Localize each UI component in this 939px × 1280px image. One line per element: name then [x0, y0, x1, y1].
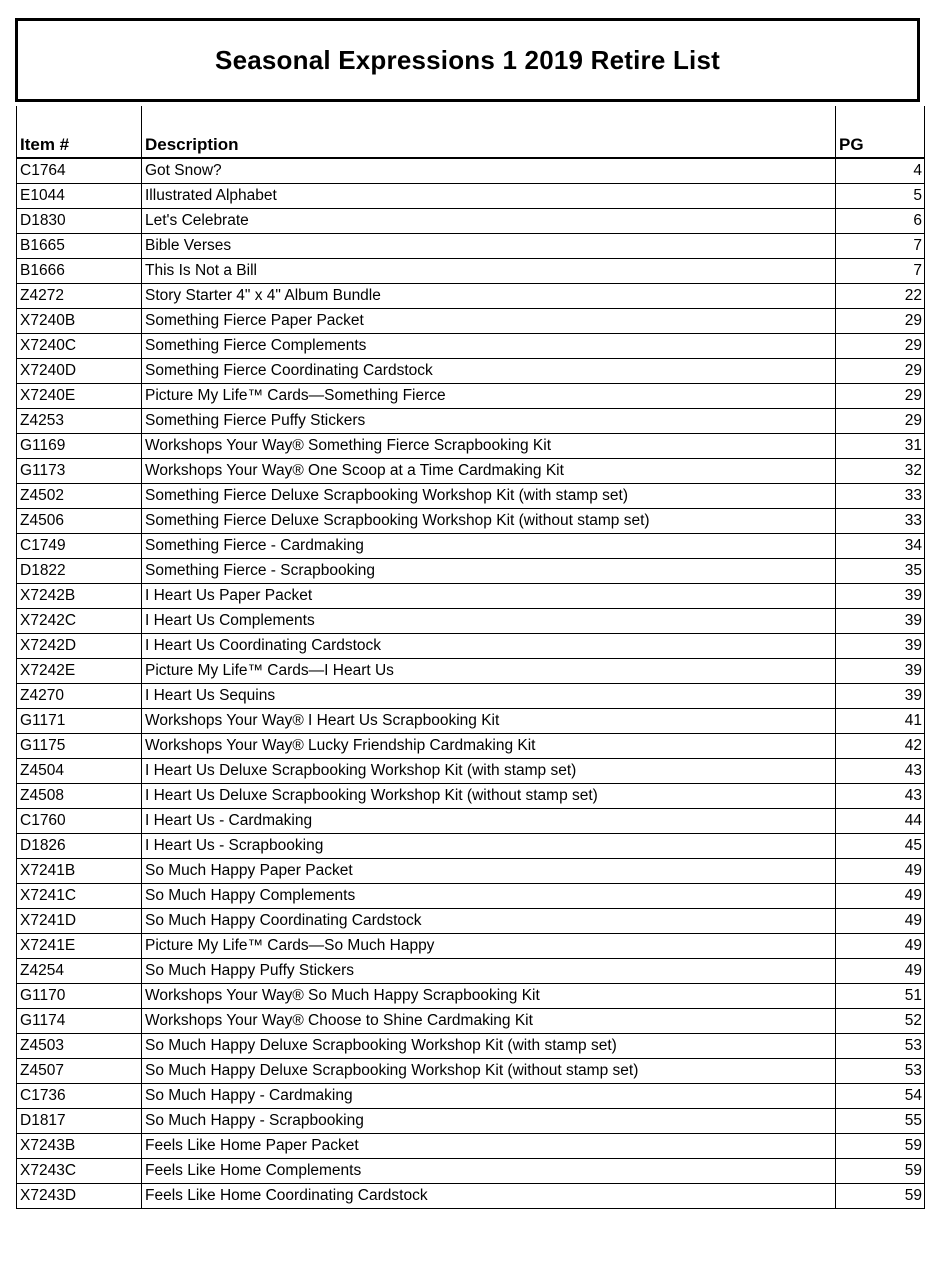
description-cell: I Heart Us Paper Packet	[142, 584, 836, 609]
item-number-cell: G1175	[17, 734, 142, 759]
description-cell: Illustrated Alphabet	[142, 184, 836, 209]
item-number-cell: E1044	[17, 184, 142, 209]
item-number-cell: X7240B	[17, 309, 142, 334]
page-number-cell: 39	[836, 659, 925, 684]
page-number-cell: 54	[836, 1084, 925, 1109]
header-row	[17, 106, 925, 158]
page-number-cell: 29	[836, 309, 925, 334]
page-number-cell: 43	[836, 759, 925, 784]
table-row	[17, 384, 925, 409]
table-row	[17, 859, 925, 884]
table-row	[17, 784, 925, 809]
page-number-cell: 43	[836, 784, 925, 809]
page-number-cell: 55	[836, 1109, 925, 1134]
table-row	[17, 1084, 925, 1109]
page-number-cell: 4	[836, 158, 925, 184]
item-number-cell: C1736	[17, 1084, 142, 1109]
table-header	[17, 106, 925, 158]
table-row	[17, 209, 925, 234]
item-number-cell: G1173	[17, 459, 142, 484]
table-row	[17, 1159, 925, 1184]
table-row	[17, 259, 925, 284]
description-cell: Story Starter 4" x 4" Album Bundle	[142, 284, 836, 309]
table-row	[17, 659, 925, 684]
page-number-cell: 22	[836, 284, 925, 309]
table-row	[17, 1009, 925, 1034]
item-number-cell: Z4504	[17, 759, 142, 784]
description-cell: Feels Like Home Coordinating Cardstock	[142, 1184, 836, 1209]
description-cell: I Heart Us Deluxe Scrapbooking Workshop Kit (with stamp set)	[142, 759, 836, 784]
description-cell: Feels Like Home Paper Packet	[142, 1134, 836, 1159]
page-number-cell: 44	[836, 809, 925, 834]
description-cell: Let's Celebrate	[142, 209, 836, 234]
table-row	[17, 959, 925, 984]
page-number-cell: 49	[836, 884, 925, 909]
page-number-cell: 33	[836, 509, 925, 534]
item-number-cell: B1665	[17, 234, 142, 259]
item-number-cell: Z4253	[17, 409, 142, 434]
item-number-cell: G1174	[17, 1009, 142, 1034]
description-cell: Something Fierce Deluxe Scrapbooking Workshop Kit (without stamp set)	[142, 509, 836, 534]
description-cell: Something Fierce - Scrapbooking	[142, 559, 836, 584]
description-cell: Something Fierce - Cardmaking	[142, 534, 836, 559]
description-cell: I Heart Us Coordinating Cardstock	[142, 634, 836, 659]
item-number-cell: Z4508	[17, 784, 142, 809]
description-cell: I Heart Us - Scrapbooking	[142, 834, 836, 859]
description-cell: Got Snow?	[142, 158, 836, 184]
table-row	[17, 834, 925, 859]
description-cell: So Much Happy Paper Packet	[142, 859, 836, 884]
column-header-description: Description	[142, 106, 836, 158]
table-row	[17, 309, 925, 334]
item-number-cell: Z4272	[17, 284, 142, 309]
description-cell: Picture My Life™ Cards—I Heart Us	[142, 659, 836, 684]
item-number-cell: X7241C	[17, 884, 142, 909]
item-number-cell: X7240E	[17, 384, 142, 409]
retire-list-table	[16, 106, 925, 1209]
item-number-cell: Z4507	[17, 1059, 142, 1084]
item-number-cell: X7241B	[17, 859, 142, 884]
item-number-cell: X7241E	[17, 934, 142, 959]
page-number-cell: 29	[836, 384, 925, 409]
item-number-cell: G1171	[17, 709, 142, 734]
item-number-cell: D1826	[17, 834, 142, 859]
description-cell: Bible Verses	[142, 234, 836, 259]
item-number-cell: X7242C	[17, 609, 142, 634]
item-number-cell: G1170	[17, 984, 142, 1009]
item-number-cell: X7242D	[17, 634, 142, 659]
page-number-cell: 33	[836, 484, 925, 509]
page-number-cell: 49	[836, 909, 925, 934]
table-body	[17, 158, 925, 1209]
description-cell: So Much Happy Puffy Stickers	[142, 959, 836, 984]
description-cell: I Heart Us Sequins	[142, 684, 836, 709]
column-header-pg: PG	[836, 106, 925, 158]
description-cell: I Heart Us Complements	[142, 609, 836, 634]
description-cell: Workshops Your Way® Choose to Shine Cardmaking Kit	[142, 1009, 836, 1034]
item-number-cell: D1822	[17, 559, 142, 584]
page-number-cell: 59	[836, 1134, 925, 1159]
description-cell: Something Fierce Complements	[142, 334, 836, 359]
description-cell: So Much Happy - Scrapbooking	[142, 1109, 836, 1134]
description-cell: So Much Happy - Cardmaking	[142, 1084, 836, 1109]
table-row	[17, 584, 925, 609]
table-row	[17, 509, 925, 534]
page-number-cell: 42	[836, 734, 925, 759]
table-row	[17, 1109, 925, 1134]
table-row	[17, 909, 925, 934]
table-row	[17, 484, 925, 509]
item-number-cell: X7243B	[17, 1134, 142, 1159]
item-number-cell: Z4506	[17, 509, 142, 534]
description-cell: So Much Happy Coordinating Cardstock	[142, 909, 836, 934]
table-row	[17, 359, 925, 384]
item-number-cell: D1817	[17, 1109, 142, 1134]
page-number-cell: 49	[836, 859, 925, 884]
table-row	[17, 884, 925, 909]
item-number-cell: X7243D	[17, 1184, 142, 1209]
description-cell: Something Fierce Deluxe Scrapbooking Workshop Kit (with stamp set)	[142, 484, 836, 509]
table-row	[17, 234, 925, 259]
page-number-cell: 49	[836, 934, 925, 959]
page-number-cell: 5	[836, 184, 925, 209]
table-row	[17, 559, 925, 584]
page-number-cell: 39	[836, 684, 925, 709]
table-row	[17, 984, 925, 1009]
table-row	[17, 934, 925, 959]
table-row	[17, 184, 925, 209]
page-number-cell: 39	[836, 634, 925, 659]
table-row	[17, 334, 925, 359]
table-row	[17, 158, 925, 184]
item-number-cell: Z4270	[17, 684, 142, 709]
page-number-cell: 31	[836, 434, 925, 459]
page-number-cell: 49	[836, 959, 925, 984]
item-number-cell: Z4503	[17, 1034, 142, 1059]
item-number-cell: C1760	[17, 809, 142, 834]
page-number-cell: 53	[836, 1034, 925, 1059]
item-number-cell: B1666	[17, 259, 142, 284]
item-number-cell: X7242E	[17, 659, 142, 684]
item-number-cell: C1764	[17, 158, 142, 184]
item-number-cell: Z4254	[17, 959, 142, 984]
item-number-cell: C1749	[17, 534, 142, 559]
page-number-cell: 35	[836, 559, 925, 584]
description-cell: I Heart Us - Cardmaking	[142, 809, 836, 834]
description-cell: Something Fierce Paper Packet	[142, 309, 836, 334]
table-row	[17, 284, 925, 309]
description-cell: This Is Not a Bill	[142, 259, 836, 284]
page-number-cell: 45	[836, 834, 925, 859]
description-cell: Workshops Your Way® Lucky Friendship Cardmaking Kit	[142, 734, 836, 759]
page-number-cell: 7	[836, 234, 925, 259]
column-header-item: Item #	[17, 106, 142, 158]
table-row	[17, 1059, 925, 1084]
page-number-cell: 39	[836, 584, 925, 609]
item-number-cell: X7241D	[17, 909, 142, 934]
page-number-cell: 59	[836, 1159, 925, 1184]
page-number-cell: 51	[836, 984, 925, 1009]
table-row	[17, 634, 925, 659]
item-number-cell: G1169	[17, 434, 142, 459]
table-row	[17, 684, 925, 709]
description-cell: Workshops Your Way® I Heart Us Scrapbooking Kit	[142, 709, 836, 734]
description-cell: Something Fierce Puffy Stickers	[142, 409, 836, 434]
item-number-cell: X7242B	[17, 584, 142, 609]
description-cell: Feels Like Home Complements	[142, 1159, 836, 1184]
table-row	[17, 1134, 925, 1159]
page-number-cell: 32	[836, 459, 925, 484]
page-number-cell: 39	[836, 609, 925, 634]
item-number-cell: X7240D	[17, 359, 142, 384]
description-cell: So Much Happy Deluxe Scrapbooking Workshop Kit (with stamp set)	[142, 1034, 836, 1059]
table-row	[17, 534, 925, 559]
page-number-cell: 7	[836, 259, 925, 284]
page-number-cell: 29	[836, 359, 925, 384]
table-row	[17, 759, 925, 784]
description-cell: Workshops Your Way® So Much Happy Scrapbooking Kit	[142, 984, 836, 1009]
page-number-cell: 52	[836, 1009, 925, 1034]
table-row	[17, 734, 925, 759]
page-number-cell: 29	[836, 334, 925, 359]
page-number-cell: 6	[836, 209, 925, 234]
description-cell: Picture My Life™ Cards—So Much Happy	[142, 934, 836, 959]
item-number-cell: Z4502	[17, 484, 142, 509]
description-cell: Workshops Your Way® One Scoop at a Time Cardmaking Kit	[142, 459, 836, 484]
table-row	[17, 609, 925, 634]
page-number-cell: 53	[836, 1059, 925, 1084]
page-number-cell: 41	[836, 709, 925, 734]
page-number-cell: 34	[836, 534, 925, 559]
table-row	[17, 709, 925, 734]
description-cell: So Much Happy Complements	[142, 884, 836, 909]
item-number-cell: D1830	[17, 209, 142, 234]
table-row	[17, 1184, 925, 1209]
page-title: Seasonal Expressions 1 2019 Retire List	[215, 44, 720, 75]
page-number-cell: 59	[836, 1184, 925, 1209]
item-number-cell: X7243C	[17, 1159, 142, 1184]
description-cell: Picture My Life™ Cards—Something Fierce	[142, 384, 836, 409]
description-cell: Workshops Your Way® Something Fierce Scrapbooking Kit	[142, 434, 836, 459]
item-number-cell: X7240C	[17, 334, 142, 359]
table-row	[17, 1034, 925, 1059]
table-row	[17, 809, 925, 834]
table-row	[17, 409, 925, 434]
table-row	[17, 459, 925, 484]
description-cell: So Much Happy Deluxe Scrapbooking Workshop Kit (without stamp set)	[142, 1059, 836, 1084]
description-cell: I Heart Us Deluxe Scrapbooking Workshop Kit (without stamp set)	[142, 784, 836, 809]
table-row	[17, 434, 925, 459]
page-number-cell: 29	[836, 409, 925, 434]
description-cell: Something Fierce Coordinating Cardstock	[142, 359, 836, 384]
title-box	[15, 18, 920, 102]
